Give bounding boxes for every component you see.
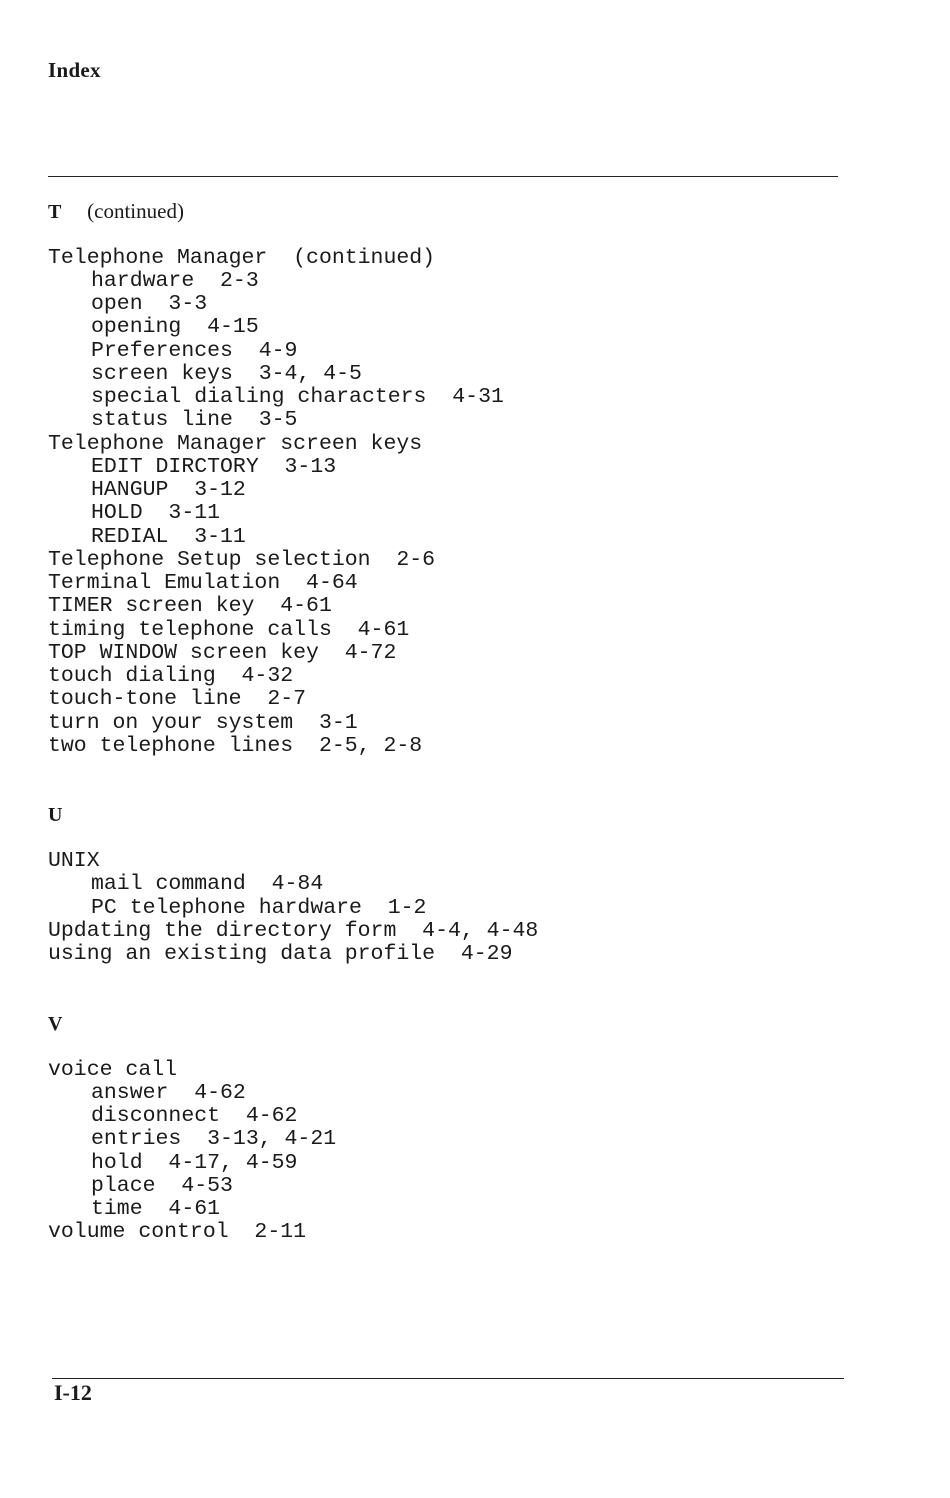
index-subentry: HOLD 3-11 <box>91 501 221 525</box>
index-entry: voice call <box>48 1058 178 1082</box>
section-heading-v <box>48 1013 62 1037</box>
page-number: I-12 <box>54 1380 92 1405</box>
index-entry: using an existing data profile 4-29 <box>48 942 513 966</box>
index-entry: TOP WINDOW screen key 4-72 <box>48 641 397 665</box>
index-subentry: HANGUP 3-12 <box>91 478 246 502</box>
index-entry: UNIX <box>48 849 100 873</box>
section-heading-t <box>48 200 184 225</box>
index-subentry: answer 4-62 <box>91 1081 246 1105</box>
index-subentry: PC telephone hardware 1-2 <box>91 896 427 920</box>
index-subentry: mail command 4-84 <box>91 872 324 896</box>
index-subentry: entries 3-13, 4-21 <box>91 1127 337 1151</box>
section-letter-u: U <box>48 804 63 826</box>
index-entry: Telephone Manager (continued) <box>48 246 436 270</box>
index-entry: timing telephone calls 4-61 <box>48 618 410 642</box>
header-divider <box>48 176 838 177</box>
section-letter-v: V <box>48 1013 63 1035</box>
index-subentry: hold 4-17, 4-59 <box>91 1151 298 1175</box>
index-entry: Updating the directory form 4-4, 4-48 <box>48 919 539 943</box>
index-entry: Telephone Setup selection 2-6 <box>48 548 436 572</box>
footer-divider <box>52 1378 844 1379</box>
index-subentry: opening 4-15 <box>91 315 259 339</box>
index-entry: two telephone lines 2-5, 2-8 <box>48 734 423 758</box>
page-header-title: Index <box>48 58 101 82</box>
index-entry: TIMER screen key 4-61 <box>48 594 332 618</box>
index-subentry: screen keys 3-4, 4-5 <box>91 362 362 386</box>
index-subentry: Preferences 4-9 <box>91 339 298 363</box>
section-heading-u <box>48 804 62 828</box>
index-entry: touch-tone line 2-7 <box>48 687 307 711</box>
section-letter-t: T <box>48 201 62 223</box>
index-subentry: EDIT DIRCTORY 3-13 <box>91 455 337 479</box>
index-subentry: place 4-53 <box>91 1174 233 1198</box>
index-entry: Terminal Emulation 4-64 <box>48 571 358 595</box>
index-subentry: REDIAL 3-11 <box>91 525 246 549</box>
index-entry: turn on your system 3-1 <box>48 711 358 735</box>
index-subentry: status line 3-5 <box>91 408 298 432</box>
section-continued-note: (continued) <box>87 199 184 223</box>
index-subentry: open 3-3 <box>91 292 208 316</box>
index-entry: volume control 2-11 <box>48 1220 307 1244</box>
index-entry: Telephone Manager screen keys <box>48 432 423 456</box>
index-subentry: special dialing characters 4-31 <box>91 385 504 409</box>
index-subentry: disconnect 4-62 <box>91 1104 298 1128</box>
index-entry: touch dialing 4-32 <box>48 664 294 688</box>
index-subentry: hardware 2-3 <box>91 269 259 293</box>
index-subentry: time 4-61 <box>91 1197 221 1221</box>
